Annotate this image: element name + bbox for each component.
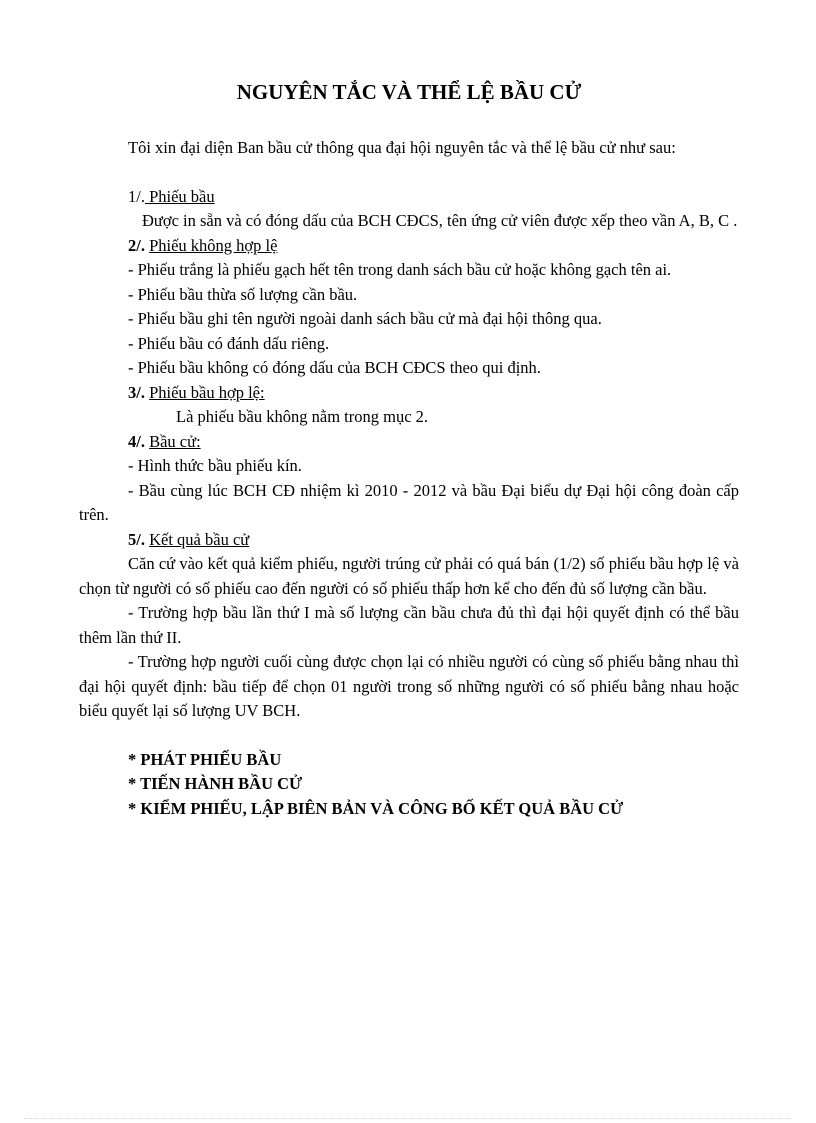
section-2-line-1: - Phiếu trắng là phiếu gạch hết tên trong danh sách bầu cử hoặc không gạch tên ai. [128,260,672,279]
spacer [79,161,739,185]
section-2-line-2: - Phiếu bầu thừa số lượng cần bầu. [128,284,358,304]
section-3-heading [79,381,739,406]
section-3-number: 3/. [128,382,145,402]
section-4-line-1: - Hình thức bầu phiếu kín. [128,456,302,475]
section-2-line-3: - Phiếu bầu ghi tên người ngoài danh sách bầu cử mà đại hội thông qua. [128,309,602,328]
section-5-line-1: Căn cứ vào kết quả kiểm phiếu, người trúng cử phải có quá bán (1/2) số phiếu bầu hợp lệ và chọn từ người có số phiếu cao đến người có số phiếu thấp hơn kể cho đến đủ số lượng cần bầu. [79,554,739,598]
document-body [79,78,739,821]
step-1: * PHÁT PHIẾU BẦU [128,749,282,769]
section-5-label: Kết quả bầu cử [149,529,250,549]
section-1-heading [79,185,739,210]
step-3: * KIỂM PHIẾU, LẬP BIÊN BẢN VÀ CÔNG BỐ KẾT QUẢ BẦU CỬ [128,798,624,818]
section-2-number: 2/. [128,235,145,255]
section-2-line-4: - Phiếu bầu có đánh dấu riêng. [128,333,330,353]
spacer [79,724,739,748]
section-5-line-2: - Trường hợp bầu lần thứ I mà số lượng cần bầu chưa đủ thì đại hội quyết định có thể bầu thêm lần thứ II. [79,603,739,647]
section-4-number: 4/. [128,431,145,451]
section-4-heading [79,430,739,455]
section-5-line-3: - Trường hợp người cuối cùng được chọn lại có nhiều người có cùng số phiếu bằng nhau thì đại hội quyết định: bầu tiếp để chọn 01 người trong số những người có số phiếu bằng nhau hoặc biểu quyết lại số lượng UV BCH. [79,652,739,720]
intro-paragraph: Tôi xin đại diện Ban bầu cử thông qua đại hội nguyên tắc và thể lệ bầu cử như sau: [128,138,676,157]
section-2-label: Phiếu không hợp lệ [149,235,278,255]
section-1-label: Phiếu bầu [144,186,215,206]
section-5-number: 5/. [128,529,145,549]
document-title: NGUYÊN TẮC VÀ THỂ LỆ BẦU CỬ [236,80,582,104]
section-3-line-1: Là phiếu bầu không nằm trong mục 2. [176,407,429,426]
section-4-label: Bầu cử: [149,431,201,451]
section-4-line-2: - Bầu cùng lúc BCH CĐ nhiệm kì 2010 - 2012 và bầu Đại biểu dự Đại hội công đoàn cấp trên. [79,480,739,524]
section-2-heading [79,234,739,259]
step-2: * TIẾN HÀNH BẦU CỬ [128,774,303,793]
page-bottom-dotted-line [24,1118,792,1119]
section-5-heading [79,528,739,553]
section-1-line-1: Được in sẵn và có đóng dấu của BCH CĐCS, tên ứng cử viên được xếp theo vần A, B, C . [142,211,738,230]
section-3-label: Phiếu bầu hợp lệ: [149,382,265,402]
section-1-number: 1/. [128,186,145,206]
section-2-line-5: - Phiếu bầu không có đóng dấu của BCH CĐCS theo qui định. [128,358,541,377]
